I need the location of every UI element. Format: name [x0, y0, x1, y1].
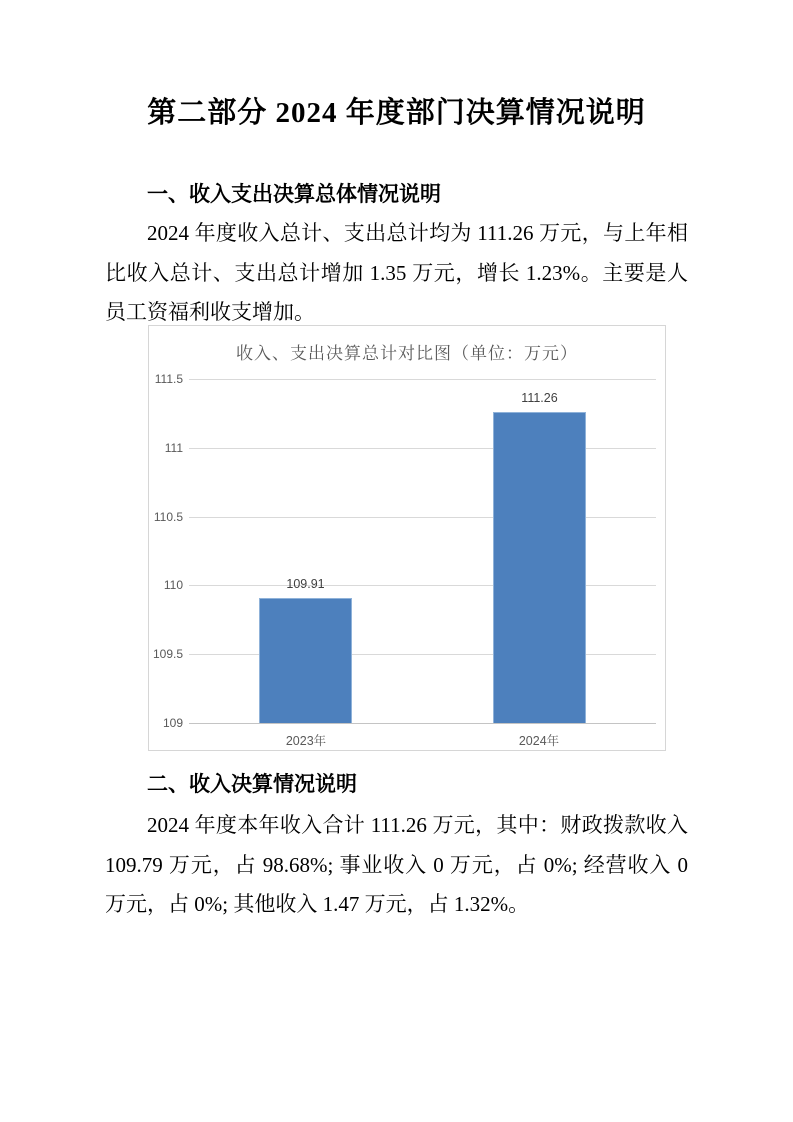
x-axis-category-label: 2024年 [518, 734, 560, 748]
chart-bar [493, 412, 586, 723]
section-one-paragraph: 2024 年度收入总计、支出总计均为 111.26 万元，与上年相比收入总计、支出总计增加 1.35 万元，增长 1.23%。主要是人员工资福利收支增加。 [105, 221, 688, 324]
x-axis-category-label: 2023年 [285, 734, 327, 748]
y-axis-tick-label: 110.5 [153, 510, 183, 524]
chart-title: 收入、支出决算总计对比图（单位：万元） [236, 344, 578, 363]
y-axis-tick-label: 110 [163, 578, 183, 592]
chart-bar [259, 598, 352, 723]
bar-value-label: 109.91 [286, 577, 325, 591]
bar-value-label: 111.26 [521, 391, 558, 405]
section-two-paragraph: 2024 年度本年收入合计 111.26 万元，其中：财政拨款收入 109.79 万元，占 98.68%; 事业收入 0 万元，占 0%; 经营收入 0 万元，占 0%; 其他收入 1.47 万元，占 1.32%。 [105, 813, 688, 916]
chart-plot-area [152, 372, 656, 748]
page-title: 第二部分 2024 年度部门决算情况说明 [147, 97, 646, 129]
y-axis-tick-label: 109.5 [152, 647, 183, 661]
x-axis-line [189, 723, 656, 724]
budget-comparison-chart [148, 325, 666, 751]
gridline [189, 379, 656, 380]
section-two-heading: 二、收入决算情况说明 [147, 773, 357, 796]
y-axis-tick-label: 111.5 [154, 372, 183, 386]
y-axis-tick-label: 109 [162, 716, 183, 730]
section-one-heading: 一、收入支出决算总体情况说明 [147, 183, 441, 206]
y-axis-tick-label: 111 [164, 441, 183, 455]
